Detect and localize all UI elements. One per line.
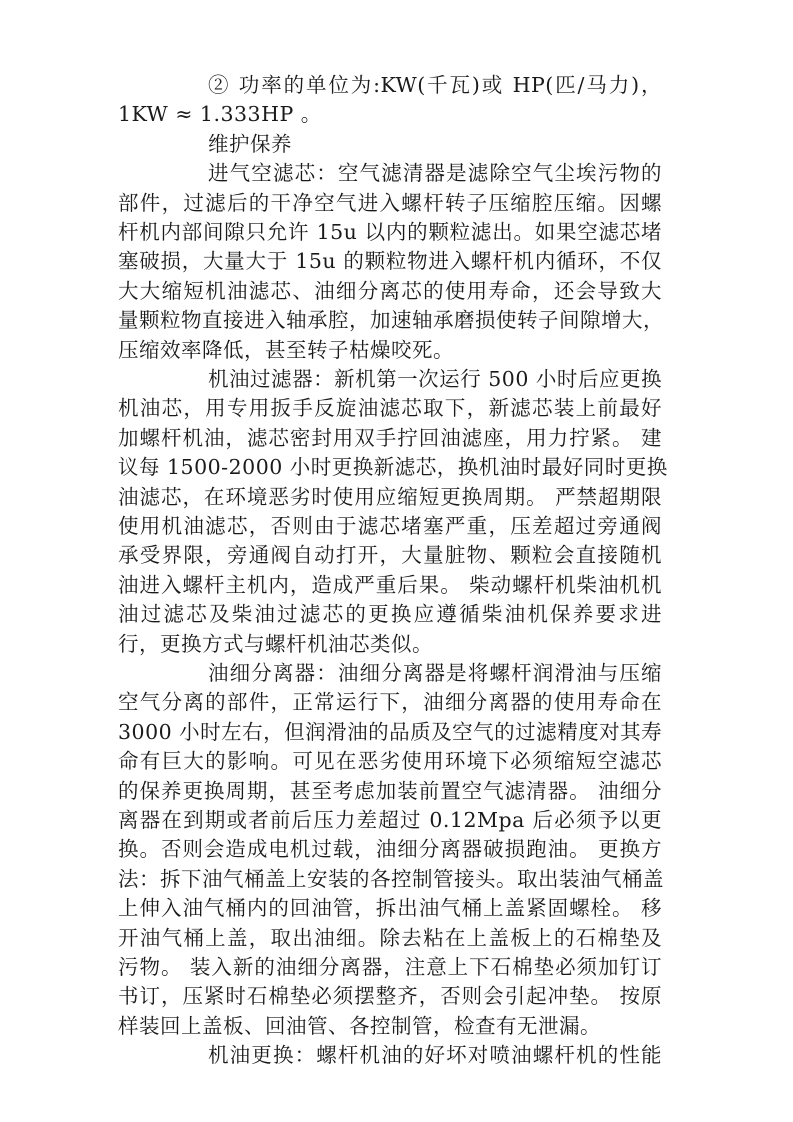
paragraph-first-line: 油细分离器：油细分离器是将螺杆润滑油与压缩 xyxy=(208,661,662,685)
text-line: 3000 小时左右，但润滑油的品质及空气的过滤精度对其寿 xyxy=(118,719,663,744)
text-line: 开油气桶上盖，取出油细。除去粘在上盖板上的石棉垫及 xyxy=(118,925,662,950)
text-line: 塞破损，大量大于 15u 的颗粒物进入螺杆机内循环，不仅 xyxy=(118,249,662,274)
text-line: 承受界限，旁通阀自动打开，大量脏物、颗粒会直接随机 xyxy=(118,543,662,568)
text-line: 议每 1500-2000 小时更换新滤芯，换机油时最好同时更换 xyxy=(118,455,668,480)
text-line: 杆机内部间隙只允许 15u 以内的颗粒滤出。如果空滤芯堵 xyxy=(118,220,662,244)
text-line: 污物。 装入新的油细分离器，注意上下石棉垫必须加钉订 xyxy=(118,955,662,979)
text-line: 空气分离的部件，正常运行下，油细分离器的使用寿命在 xyxy=(118,690,662,715)
text-line: 上伸入油气桶内的回油管，拆出油气桶上盖紧固螺栓。 移 xyxy=(118,896,662,921)
paragraph-first-line: ② 功率的单位为:KW(千瓦)或 HP(匹/马力)， xyxy=(208,73,662,97)
paragraph-first-line: 机油过滤器：新机第一次运行 500 小时后应更换 xyxy=(208,367,662,391)
text-line: 机油芯，用专用扳手反旋油滤芯取下，新滤芯装上前最好 xyxy=(118,396,662,421)
text-line: 量颗粒物直接进入轴承腔，加速轴承磨损使转子间隙增大， xyxy=(118,308,664,333)
text-line: 命有巨大的影响。可见在恶劣使用环境下必须缩短空滤芯 xyxy=(118,749,662,774)
paragraph-first-line: 机油更换：螺杆机油的好坏对喷油螺杆机的性能 xyxy=(208,1043,662,1068)
text-line: 换。否则会造成电机过载，油细分离器破损跑油。 更换方 xyxy=(118,837,662,862)
text-line: 书订，压紧时石棉垫必须摆整齐，否则会引起冲垫。 按原 xyxy=(118,984,662,1009)
text-line: 压缩效率降低，甚至转子枯燥咬死。 xyxy=(118,337,454,362)
text-line: 油进入螺杆主机内，造成严重后果。 柴动螺杆机柴油机机 xyxy=(118,572,662,597)
text-line: 加螺杆机油，滤芯密封用双手拧回油滤座，用力拧紧。 建 xyxy=(118,425,662,450)
text-line: 离器在到期或者前后压力差超过 0.12Mpa 后必须予以更 xyxy=(118,808,662,832)
text-line: 样装回上盖板、回油管、各控制管，检查有无泄漏。 xyxy=(118,1013,601,1038)
text-line: 1KW ≈ 1.333HP 。 xyxy=(118,102,322,127)
text-line: 部件，过滤后的干净空气进入螺杆转子压缩腔压缩。因螺 xyxy=(118,190,662,215)
text-line: 油滤芯，在环境恶劣时使用应缩短更换周期。 严禁超期限 xyxy=(118,484,662,509)
text-line: 法：拆下油气桶盖上安装的各控制管接头。取出装油气桶盖 xyxy=(118,866,664,891)
text-line: 使用机油滤芯，否则由于滤芯堵塞严重，压差超过旁通阀 xyxy=(118,514,662,538)
text-line: 大大缩短机油滤芯、油细分离芯的使用寿命，还会导致大 xyxy=(118,278,662,303)
paragraph-first-line: 进气空滤芯：空气滤清器是滤除空气尘埃污物的 xyxy=(208,161,662,186)
text-line: 的保养更换周期，甚至考虑加装前置空气滤清器。 油细分 xyxy=(118,778,662,803)
paragraph-first-line: 维护保养 xyxy=(208,131,292,156)
text-line: 行，更换方式与螺杆机油芯类似。 xyxy=(118,631,433,656)
text-line: 油过滤芯及柴油过滤芯的更换应遵循柴油机保养要求进 xyxy=(118,602,662,627)
